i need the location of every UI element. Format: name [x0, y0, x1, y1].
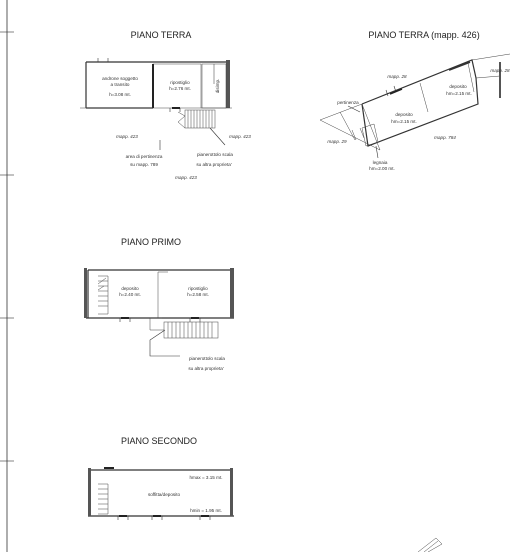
label-soffitta: soffitta/deposito — [147, 492, 181, 497]
label-area-1: area di pertinenza — [125, 154, 163, 159]
label-androne-h: h=3.08 mt. — [109, 92, 131, 97]
label-mapp-28-right: mapp. 28 — [490, 68, 510, 73]
label-legnaia: legnaia — [372, 160, 388, 165]
label-ripostiglio-h: h=2.76 mt. — [169, 86, 191, 91]
title-piano-secondo: PIANO SECONDO — [120, 436, 198, 446]
plan-piano-primo — [84, 268, 234, 356]
label-primo-deposito-h: h=2.40 mt. — [119, 292, 141, 297]
title-piano-terra-426: PIANO TERRA (mapp. 426) — [368, 30, 480, 40]
label-legnaia-h: hm=2.00 mt. — [369, 166, 395, 171]
label-primo-pianerottolo-1: pianerottolo scala — [188, 356, 226, 361]
label-pertinenza: pertinenza — [337, 100, 359, 105]
label-mapp-28-top: mapp. 28 — [387, 74, 407, 79]
label-mapp-423-right: mapp. 423 — [229, 134, 251, 139]
label-deposito-2: deposito — [449, 84, 467, 89]
label-primo-ripostiglio-h: h=2.58 mt. — [187, 292, 209, 297]
title-piano-terra: PIANO TERRA — [130, 30, 192, 40]
label-pianerottolo-1: pianerottolo scala — [196, 152, 234, 157]
label-disimp: disimp. — [215, 78, 220, 94]
plan-piano-terra — [80, 58, 232, 150]
label-deposito-1-h: hm=2.15 mt. — [391, 119, 417, 124]
label-androne-1: androne soggetto — [102, 76, 138, 81]
label-mapp-29: mapp. 29 — [327, 139, 347, 144]
label-ripostiglio: ripostiglio — [170, 80, 190, 85]
label-deposito-2-h: hm=2.15 mt. — [446, 91, 472, 96]
label-mapp-423-bottom: mapp. 423 — [175, 175, 197, 180]
page-margin — [0, 0, 14, 552]
plan-piano-terra-426 — [320, 54, 510, 158]
label-primo-pianerottolo-2: su altra proprieta' — [188, 366, 224, 371]
label-deposito-1: deposito — [395, 112, 413, 117]
label-primo-ripostiglio: ripostiglio — [188, 286, 208, 291]
north-arrow-icon — [418, 538, 442, 552]
label-area-2: su mapp. 789 — [130, 162, 158, 167]
label-primo-deposito: deposito — [121, 286, 139, 291]
label-androne-2: a transito — [110, 82, 130, 87]
title-piano-primo: PIANO PRIMO — [120, 237, 182, 247]
label-pianerottolo-2: su altra proprieta' — [196, 162, 232, 167]
label-mapp-423-left: mapp. 423 — [116, 134, 138, 139]
label-hmin: hmin = 1.95 mt. — [190, 508, 222, 513]
label-mapp-784: mapp. 784 — [434, 135, 456, 140]
label-hmax: hmax = 3.15 mt. — [189, 475, 223, 480]
